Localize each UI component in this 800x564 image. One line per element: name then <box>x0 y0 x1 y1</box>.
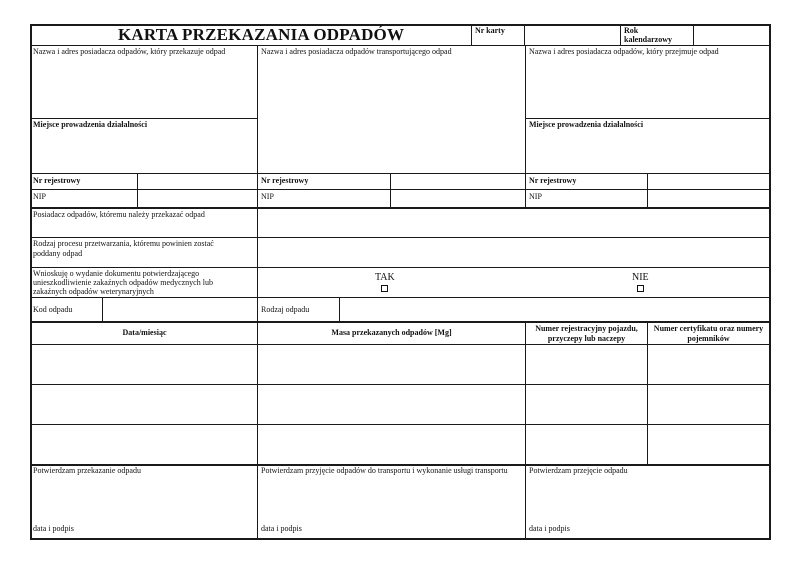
table-row-3-date[interactable] <box>32 425 257 464</box>
border-right <box>769 24 771 540</box>
table-header-vehicle-1: Numer rejestracyjny pojazdu, <box>535 324 638 333</box>
confirm-handover-signature-field[interactable] <box>32 476 257 522</box>
confirm-handover-label: Potwierdzam przekazanie odpadu <box>33 466 141 475</box>
transporter-registry-label: Nr rejestrowy <box>261 176 309 185</box>
transporter-address-label: Nazwa i adres posiadacza odpadów transportującego odpad <box>261 47 452 56</box>
request-label-1: Wnioskuję o wydanie dokumentu potwierdzającego <box>33 269 200 278</box>
calendar-year-label-2: kalendarzowy <box>624 35 672 44</box>
transporter-nip-label: NIP <box>261 192 274 201</box>
holder-activity-place-label: Miejsce prowadzenia działalności <box>33 120 148 129</box>
receiver-registry-field[interactable] <box>648 174 768 189</box>
waste-type-field[interactable] <box>340 298 768 321</box>
table-header-cert-1: Numer certyfikatu oraz numery <box>653 324 764 333</box>
table-row-3-mass[interactable] <box>258 425 525 464</box>
process-type-label-2: poddany odpad <box>33 249 83 258</box>
table-row-2-vehicle[interactable] <box>526 385 647 424</box>
holder-nip-label: NIP <box>33 192 46 201</box>
yes-option-label: TAK <box>375 272 395 283</box>
calendar-year-field[interactable] <box>694 25 769 44</box>
receiver-address-label: Nazwa i adres posiadacza odpadów, który przejmuje odpad <box>529 47 719 56</box>
receiver-activity-place-field[interactable] <box>526 130 768 172</box>
no-option-label: NIE <box>632 272 649 283</box>
waste-code-field[interactable] <box>103 298 256 321</box>
card-number-field[interactable] <box>525 25 620 44</box>
waste-code-label: Kod odpadu <box>33 305 73 314</box>
confirm-transport-signature-field[interactable] <box>258 476 525 522</box>
table-header-cert-2: pojemników <box>687 334 730 343</box>
transporter-address-field[interactable] <box>258 57 524 172</box>
handover-holder-label: Posiadacz odpadów, któremu należy przekazać odpad <box>33 210 205 219</box>
table-row-1-vehicle[interactable] <box>526 345 647 384</box>
table-row-1-mass[interactable] <box>258 345 525 384</box>
holder-registry-field[interactable] <box>138 174 256 189</box>
calendar-year-label-1: Rok <box>624 26 639 35</box>
table-row-2-cert[interactable] <box>648 385 768 424</box>
transporter-nip-field[interactable] <box>391 190 524 207</box>
confirm-receipt-label: Potwierdzam przejęcie odpadu <box>529 466 628 475</box>
table-row-1-cert[interactable] <box>648 345 768 384</box>
receipt-date-signature-label: data i podpis <box>529 524 570 533</box>
holder-address-field[interactable] <box>32 57 256 117</box>
request-label-2: unieszkodliwienie zakaźnych odpadów medycznych lub <box>33 278 213 287</box>
confirm-receipt-signature-field[interactable] <box>526 476 768 522</box>
table-row-3-vehicle[interactable] <box>526 425 647 464</box>
holder-registry-label: Nr rejestrowy <box>33 176 81 185</box>
request-label-3: zakaźnych odpadów weterynaryjnych <box>33 287 154 296</box>
yes-checkbox[interactable] <box>381 285 388 292</box>
table-row-3-cert[interactable] <box>648 425 768 464</box>
table-header-vehicle-2: przyczepy lub naczepy <box>547 334 626 343</box>
holder-address-label: Nazwa i adres posiadacza odpadów, który przekazuje odpad <box>33 47 226 56</box>
receiver-nip-field[interactable] <box>648 190 768 207</box>
process-type-label-1: Rodzaj procesu przetwarzania, któremu powinien zostać <box>33 239 214 248</box>
table-header-mass: Masa przekazanych odpadów [Mg] <box>331 328 452 337</box>
border-bottom <box>30 538 771 540</box>
receiver-activity-place-label: Miejsce prowadzenia działalności <box>529 120 644 129</box>
table-header-date: Data/miesiąc <box>122 328 167 337</box>
handover-holder-field[interactable] <box>258 209 768 237</box>
handover-date-signature-label: data i podpis <box>33 524 74 533</box>
table-row-2-mass[interactable] <box>258 385 525 424</box>
table-row-1-date[interactable] <box>32 345 257 384</box>
receiver-address-field[interactable] <box>526 57 768 117</box>
card-number-label: Nr karty <box>475 26 505 35</box>
no-checkbox[interactable] <box>637 285 644 292</box>
holder-activity-place-field[interactable] <box>32 130 256 172</box>
transporter-registry-field[interactable] <box>391 174 524 189</box>
table-row-2-date[interactable] <box>32 385 257 424</box>
waste-transfer-card-form <box>30 24 771 540</box>
holder-nip-field[interactable] <box>138 190 256 207</box>
transport-date-signature-label: data i podpis <box>261 524 302 533</box>
form-title: KARTA PRZEKAZANIA ODPADÓW <box>118 25 405 44</box>
waste-type-label: Rodzaj odpadu <box>261 305 310 314</box>
confirm-transport-label: Potwierdzam przyjęcie odpadów do transportu i wykonanie usługi transportu <box>261 466 508 475</box>
receiver-registry-label: Nr rejestrowy <box>529 176 577 185</box>
receiver-nip-label: NIP <box>529 192 542 201</box>
process-type-field[interactable] <box>258 238 768 267</box>
